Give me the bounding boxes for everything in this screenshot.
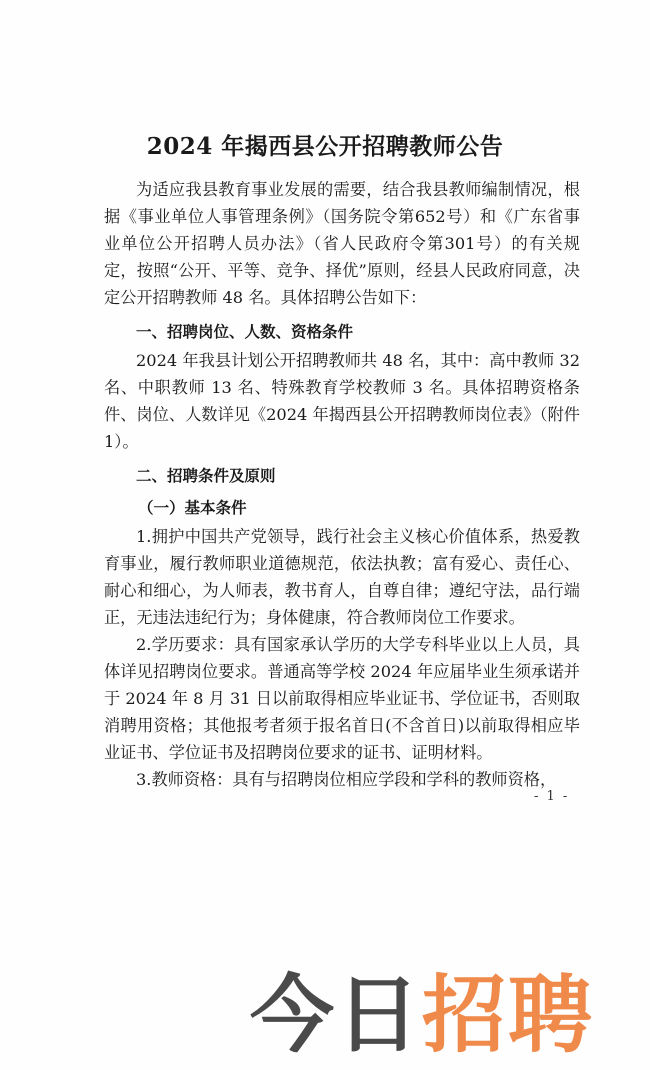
section-heading-conditions: 二、招聘条件及原则: [136, 467, 276, 485]
watermark-text-gray: 今日: [250, 966, 423, 1064]
watermark-text-orange: 招聘: [422, 966, 595, 1064]
section-heading-positions: 一、招聘岗位、人数、资格条件: [136, 323, 354, 341]
page-number: - 1 -: [534, 789, 570, 804]
condition-item-2: 2.学历要求：具有国家承认学历的大学专科毕业以上人员，具体详见招聘岗位要求。普通高等学校 2024 年应届毕业生须承诺并于 2024 年 8 月 31 日以前取得相应毕业证书、学位证书，否则取消聘用资格；其他报考者须于报名首日(不含首日)以前取得相应毕业证书、学位证书及招聘岗位要求的证书、证明材料。: [104, 635, 580, 762]
positions-paragraph: 2024 年我县计划公开招聘教师共 48 名，其中：高中教师 32 名、中职教师 13 名、特殊教育学校教师 3 名。具体招聘资格条件、岗位、人数详见《2024 年揭西县公开招聘教师岗位表》（附件 1）。: [104, 351, 580, 451]
document-title: 2024 年揭西县公开招聘教师公告: [146, 133, 504, 160]
condition-item-3: 3.教师资格：具有与招聘岗位相应学段和学科的教师资格，: [136, 770, 557, 789]
condition-item-1: 1.拥护中国共产党领导，践行社会主义核心价值体系，热爱教育事业，履行教师职业道德规范，依法执教；富有爱心、责任心、耐心和细心，为人师表，教书育人，自尊自律；遵纪守法，品行端正，无违法违纪行为；身体健康，符合教师岗位工作要求。: [104, 527, 580, 627]
subsection-heading-basic: （一）基本条件: [138, 499, 247, 517]
document-body: [104, 176, 580, 793]
watermark-logo: [250, 960, 650, 1070]
intro-paragraph: 为适应我县教育事业发展的需要，结合我县教师编制情况，根据《事业单位人事管理条例》（国务院令第652号）和《广东省事业单位公开招聘人员办法》（省人民政府令第301号）的有关规定，按照“公开、平等、竞争、择优”原则，经县人民政府同意，决定公开招聘教师 48 名。具体招聘公告如下：: [104, 180, 580, 307]
